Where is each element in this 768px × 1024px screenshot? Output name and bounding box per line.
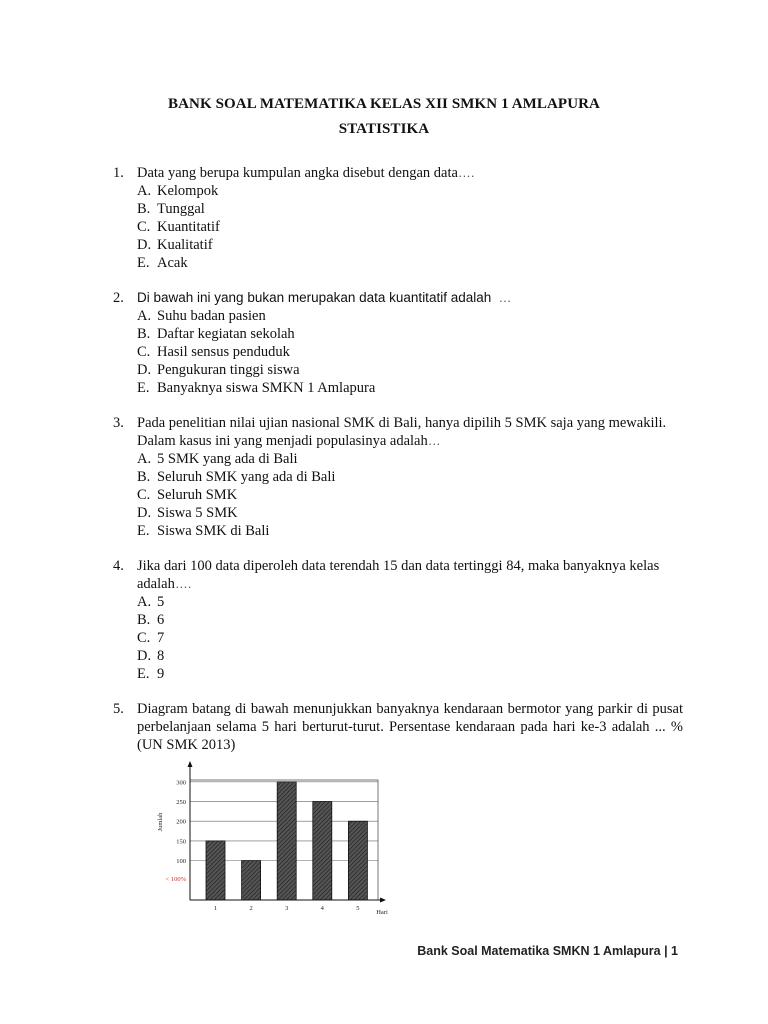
option-c: C. 7 — [137, 630, 165, 646]
option-a: A. Kelompok — [137, 183, 219, 199]
question-ellipsis: …. — [174, 576, 192, 591]
y-tick-label: 200 — [176, 818, 186, 826]
y-tick-label: 150 — [176, 838, 186, 846]
y-axis-arrow — [188, 761, 193, 767]
question-4 — [113, 557, 683, 683]
question-ellipsis: … — [491, 290, 512, 305]
question-number: 4. — [113, 558, 124, 574]
bar-day-3 — [277, 782, 296, 900]
option-e: E. Siswa SMK di Bali — [137, 523, 270, 539]
option-b: B. Tunggal — [137, 201, 205, 217]
question-3 — [113, 414, 683, 540]
question-number: 1. — [113, 165, 124, 181]
question-number: 5. — [113, 701, 124, 717]
option-c: C. Seluruh SMK — [137, 487, 238, 503]
chart-annotation: < 100% — [165, 875, 186, 883]
option-a: A. Suhu badan pasien — [137, 308, 266, 324]
option-c: C. Hasil sensus penduduk — [137, 344, 290, 360]
question-1 — [113, 164, 683, 272]
option-a: A. 5 SMK yang ada di Bali — [137, 451, 298, 467]
option-d: D. Kualitatif — [137, 237, 213, 253]
y-tick-label: 100 — [176, 858, 186, 866]
x-axis-arrow — [380, 898, 386, 903]
question-ellipsis: … — [427, 433, 441, 448]
x-tick-label: 1 — [213, 905, 218, 912]
bar-day-1 — [206, 841, 225, 900]
x-tick-label: 3 — [285, 905, 289, 912]
option-b: B. Seluruh SMK yang ada di Bali — [137, 469, 336, 485]
question-stem: Diagram batang di bawah menunjukkan banyaknya kendaraan bermotor yang parkir di pusat perbelanjaan selama 5 hari berturut-turut. Persentase kendaraan pada hari ke-3 adalah ... % (UN SMK 2013) — [137, 701, 683, 753]
question-stem: Data yang berupa kumpulan angka disebut dengan data…. — [137, 165, 475, 181]
y-axis-title: Jumlah — [157, 812, 164, 832]
question-stem: Jika dari 100 data diperoleh data terendah 15 dan data tertinggi 84, maka banyaknya kelas adalah…. — [137, 558, 660, 592]
option-a: A. 5 — [137, 594, 165, 610]
option-d: D. Pengukuran tinggi siswa — [137, 362, 300, 378]
document-title: BANK SOAL MATEMATIKA KELAS XII SMKN 1 AMLAPURA — [167, 96, 600, 112]
option-d: D. Siswa 5 SMK — [137, 505, 238, 521]
y-tick-label: 250 — [176, 799, 186, 807]
option-b: B. 6 — [137, 612, 165, 628]
x-tick-label: 5 — [356, 905, 360, 912]
question-2 — [113, 289, 683, 397]
option-e: E. Banyaknya siswa SMKN 1 Amlapura — [137, 380, 376, 396]
option-e: E. 9 — [137, 666, 165, 682]
question-5 — [113, 700, 683, 754]
question-stem: Di bawah ini yang bukan merupakan data kuantitatif adalah … — [137, 290, 512, 305]
bar-day-4 — [313, 802, 332, 900]
x-axis-title: Hari — [376, 909, 388, 916]
question-number: 3. — [113, 415, 124, 431]
option-e: E. Acak — [137, 255, 188, 271]
page-footer: Bank Soal Matematika SMKN 1 Amlapura | 1 — [417, 944, 678, 958]
bar-chart — [150, 760, 400, 920]
bar-day-5 — [348, 821, 367, 900]
question-number: 2. — [113, 290, 124, 306]
x-tick-label: 2 — [249, 905, 253, 912]
option-b: B. Daftar kegiatan sekolah — [137, 326, 295, 342]
question-stem: Pada penelitian nilai ujian nasional SMK di Bali, hanya dipilih 5 SMK saja yang mewakili. Dalam kasus ini yang menjadi populasinya adalah… — [137, 415, 667, 449]
x-tick-label: 4 — [320, 905, 324, 912]
option-c: C. Kuantitatif — [137, 219, 220, 235]
y-tick-label: 300 — [176, 779, 186, 787]
option-d: D. 8 — [137, 648, 165, 664]
document-subtitle: STATISTIKA — [338, 121, 430, 137]
question-ellipsis: …. — [457, 165, 475, 180]
bar-day-2 — [242, 861, 261, 900]
